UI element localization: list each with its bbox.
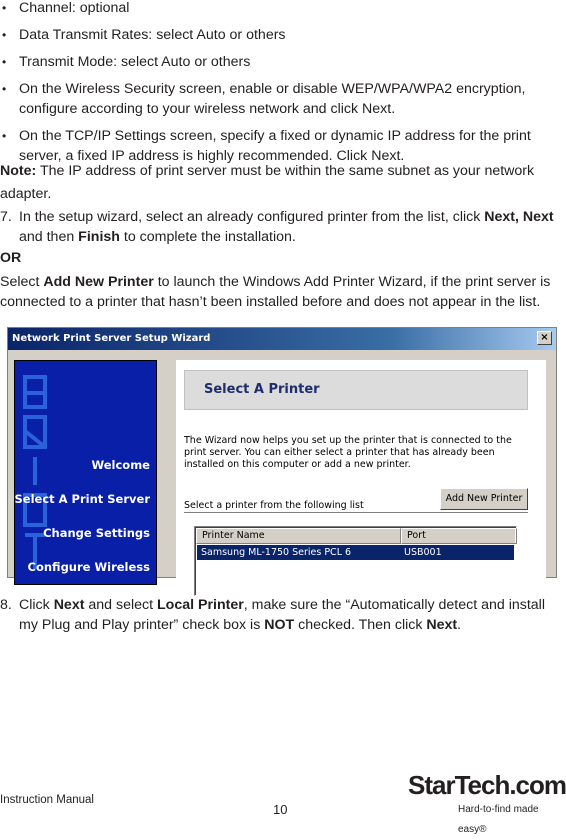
para-bold: Add New Printer <box>43 274 154 290</box>
wizard-description: The Wizard now helps you set up the printer that is connected to the print server. You can either select a printer that has already been installed on this computer or add a new printer. <box>184 435 512 470</box>
step-text: to complete the installation. <box>119 229 296 245</box>
startech-logo: StarTech.com <box>408 770 566 800</box>
divider <box>184 512 528 514</box>
table-row[interactable] <box>197 545 514 560</box>
logo-tagline: Hard-to-find made easy® <box>458 804 539 835</box>
list-header <box>196 528 515 544</box>
bullet-item: • On the TCP/IP Settings screen, specify a fixed or dynamic IP address for the print server, a fixed IP address is highly recommended. Click Next. <box>0 126 560 166</box>
step-8 <box>0 595 560 635</box>
para-text: to launch the Windows Add Printer Wizard, if the print server is connected to a printer that hasn’t been installed before and does not appear in the list. <box>0 274 551 310</box>
close-button[interactable]: × <box>537 331 552 345</box>
bullet-item: • Channel: optional <box>0 0 560 18</box>
step-text: , make sure the “Automatically detect and install my Plug and Play printer” check box is <box>19 597 545 633</box>
step-text: . <box>457 617 462 633</box>
para-text: Select <box>0 274 44 290</box>
step-bold: Local Printer <box>157 597 244 613</box>
step-text: Click <box>19 597 54 613</box>
wizard-titlebar <box>8 328 556 350</box>
step-7 <box>0 207 560 247</box>
wizard-content <box>176 360 546 585</box>
footer-manual-label: Instruction Manual <box>0 794 94 806</box>
cell-printer-name: Samsung ML-1750 Series PCL 6 <box>201 547 352 558</box>
wizard-screenshot <box>7 327 557 578</box>
step-text: and select <box>84 597 158 613</box>
column-header-port[interactable]: Port <box>401 528 517 544</box>
select-paragraph <box>0 272 562 312</box>
note-paragraph <box>0 160 562 206</box>
or-label <box>0 248 562 268</box>
bullet-item: • Data Transmit Rates: select Auto or others <box>0 25 560 45</box>
step-number: 8. <box>0 597 12 613</box>
or-text: OR <box>0 250 22 266</box>
wizard-nav-panel <box>14 360 157 585</box>
nav-item-change-settings[interactable]: Change Settings <box>43 526 150 540</box>
step-bold: NOT <box>264 617 295 633</box>
bullet-item: • Transmit Mode: select Auto or others <box>0 52 560 72</box>
step-text: checked. Then click <box>294 617 427 633</box>
step-bold: Finish <box>78 229 120 245</box>
note-label: Note: <box>0 163 37 179</box>
nav-item-welcome[interactable]: Welcome <box>91 458 150 472</box>
cell-port: USB001 <box>404 547 442 558</box>
add-new-printer-button[interactable]: Add New Printer <box>440 488 528 510</box>
wizard-title: Network Print Server Setup Wizard <box>12 333 211 344</box>
nav-item-select-print-server[interactable]: Select A Print Server <box>14 492 150 506</box>
note-text: The IP address of print server must be within the same subnet as your network adapter. <box>0 163 535 202</box>
wizard-heading-box <box>184 370 528 410</box>
step-number: 7. <box>0 209 12 225</box>
select-printer-label: Select a printer from the following list <box>184 500 364 511</box>
step-text: In the setup wizard, select an already configured printer from the list, click <box>19 209 485 225</box>
bullet-list <box>0 0 560 173</box>
step-bold: Next <box>426 617 458 633</box>
bullet-item: • On the Wireless Security screen, enable or disable WEP/WPA/WPA2 encryption, configure according to your wireless network and click Next. <box>0 79 560 119</box>
wizard-heading: Select A Printer <box>204 382 320 397</box>
print-brand-icon <box>21 373 49 573</box>
step-text: and then <box>19 229 79 245</box>
step-bold: Next, Next <box>484 209 554 225</box>
printer-list[interactable] <box>194 526 517 596</box>
page-number: 10 <box>273 802 288 817</box>
column-header-printer-name[interactable]: Printer Name <box>196 528 401 544</box>
nav-item-configure-wireless[interactable]: Configure Wireless <box>27 560 150 574</box>
step-bold: Next <box>53 597 85 613</box>
